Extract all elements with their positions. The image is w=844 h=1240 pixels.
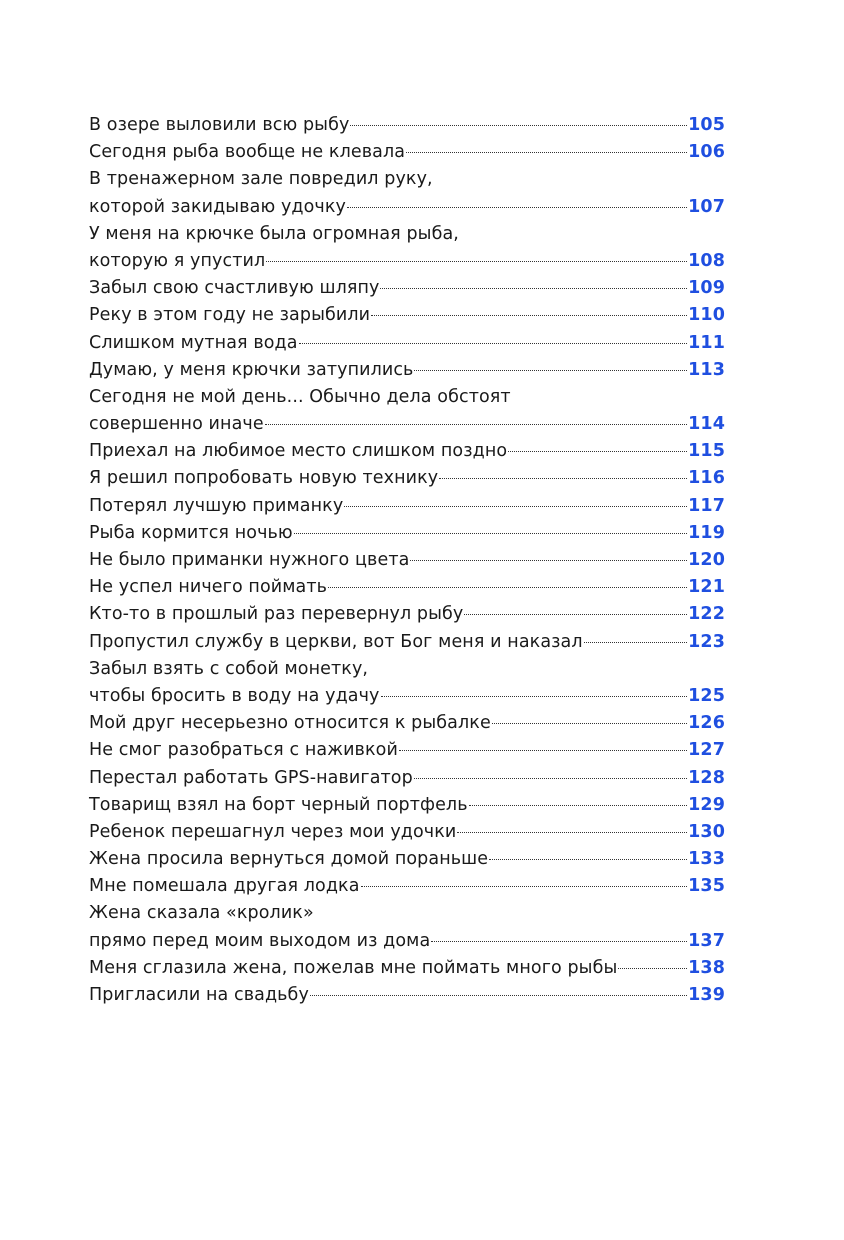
dot-leader bbox=[380, 288, 687, 289]
toc-entry-title: Слишком мутная вода bbox=[89, 332, 298, 353]
dot-leader bbox=[489, 859, 687, 860]
toc-entry-line bbox=[89, 384, 725, 411]
toc-entry-line bbox=[89, 710, 725, 737]
toc-entry-line bbox=[89, 900, 725, 927]
toc-entry-line bbox=[89, 846, 725, 873]
toc-entry-line bbox=[89, 629, 725, 656]
page-number-link[interactable]: 106 bbox=[688, 142, 725, 163]
toc-entry-title: которую я упустил bbox=[89, 250, 266, 271]
toc-entry[interactable] bbox=[89, 166, 725, 220]
toc-entry-title: Жена сказала «кролик» bbox=[89, 903, 314, 924]
toc-entry-line bbox=[89, 873, 725, 900]
toc-entry[interactable] bbox=[89, 302, 725, 329]
page-number-link[interactable]: 130 bbox=[688, 821, 725, 842]
toc-entry-title: Приехал на любимое место слишком поздно bbox=[89, 441, 508, 462]
page-number-link[interactable]: 119 bbox=[688, 522, 725, 543]
toc-entry-line bbox=[89, 139, 725, 166]
toc-entry[interactable] bbox=[89, 846, 725, 873]
page-number-link[interactable]: 139 bbox=[688, 985, 725, 1005]
toc-entry-line bbox=[89, 194, 725, 221]
toc-entry[interactable] bbox=[89, 112, 725, 139]
toc-entry-line bbox=[89, 438, 725, 465]
dot-leader bbox=[328, 587, 687, 588]
page-number-link[interactable]: 127 bbox=[688, 740, 725, 761]
page-number-link[interactable]: 109 bbox=[688, 278, 725, 299]
page-number-link[interactable]: 138 bbox=[688, 957, 725, 978]
page-number-link[interactable]: 122 bbox=[688, 604, 725, 625]
toc-entry-title: Пропустил службу в церкви, вот Бог меня и наказал bbox=[89, 631, 583, 652]
dot-leader bbox=[294, 533, 687, 534]
toc-entry-title: У меня на крючке была огромная рыба, bbox=[89, 223, 459, 244]
page-number-link[interactable]: 128 bbox=[688, 767, 725, 788]
toc-entry-line bbox=[89, 248, 725, 275]
dot-leader bbox=[414, 778, 687, 779]
toc-entry-title: Пригласили на свадьбу bbox=[89, 985, 309, 1005]
dot-leader bbox=[492, 723, 687, 724]
toc-entry[interactable] bbox=[89, 275, 725, 302]
toc-entry-line bbox=[89, 330, 725, 357]
dot-leader bbox=[265, 424, 687, 425]
toc-entry[interactable] bbox=[89, 520, 725, 547]
page-number-link[interactable]: 126 bbox=[688, 713, 725, 734]
toc-entry[interactable] bbox=[89, 955, 725, 982]
dot-leader bbox=[371, 315, 687, 316]
toc-entry-line bbox=[89, 574, 725, 601]
page-number-link[interactable]: 123 bbox=[688, 631, 725, 652]
toc-entry-line bbox=[89, 683, 725, 710]
toc-entry-title: Я решил попробовать новую технику bbox=[89, 468, 439, 489]
toc-entry[interactable] bbox=[89, 438, 725, 465]
toc-entry-line bbox=[89, 928, 725, 955]
dot-leader bbox=[406, 152, 687, 153]
page-number-link[interactable]: 108 bbox=[688, 250, 725, 271]
dot-leader bbox=[508, 451, 687, 452]
toc-entry-line bbox=[89, 275, 725, 302]
toc-entry[interactable] bbox=[89, 900, 725, 954]
toc-entry-line bbox=[89, 221, 725, 248]
toc-entry[interactable] bbox=[89, 547, 725, 574]
toc-entry[interactable] bbox=[89, 737, 725, 764]
dot-leader bbox=[266, 261, 687, 262]
toc-entry-title: Сегодня рыба вообще не клевала bbox=[89, 142, 406, 163]
toc-entry-title: чтобы бросить в воду на удачу bbox=[89, 685, 380, 706]
page-number-link[interactable]: 121 bbox=[688, 577, 725, 598]
toc-entry-title: Жена просила вернуться домой пораньше bbox=[89, 849, 489, 870]
toc-entry[interactable] bbox=[89, 710, 725, 737]
toc-entry[interactable] bbox=[89, 819, 725, 846]
toc-entry-title: Мне помешала другая лодка bbox=[89, 876, 360, 897]
toc-entry-line bbox=[89, 982, 725, 1009]
toc-entry-title: Реку в этом году не зарыбили bbox=[89, 305, 371, 326]
toc-entry-title: совершенно иначе bbox=[89, 414, 264, 435]
dot-leader bbox=[584, 642, 688, 643]
toc-entry-line bbox=[89, 465, 725, 492]
page-number-link[interactable]: 133 bbox=[688, 849, 725, 870]
page-number-link[interactable]: 115 bbox=[688, 441, 725, 462]
toc-entry-title: Кто-то в прошлый раз перевернул рыбу bbox=[89, 604, 464, 625]
toc-entry[interactable] bbox=[89, 656, 725, 710]
toc-entry-title: Ребенок перешагнул через мои удочки bbox=[89, 821, 457, 842]
page-number-link[interactable]: 111 bbox=[688, 332, 725, 353]
toc-entry-title: Товарищ взял на борт черный портфель bbox=[89, 794, 468, 815]
toc-entry[interactable] bbox=[89, 139, 725, 166]
toc-entry-title: Потерял лучшую приманку bbox=[89, 495, 344, 516]
dot-leader bbox=[414, 370, 687, 371]
toc-entry-title: Мой друг несерьезно относится к рыбалке bbox=[89, 713, 491, 734]
dot-leader bbox=[361, 886, 688, 887]
dot-leader bbox=[457, 832, 687, 833]
dot-leader bbox=[439, 478, 687, 479]
page-number-link[interactable]: 125 bbox=[688, 685, 725, 706]
dot-leader bbox=[399, 750, 687, 751]
toc-entry-title: Забыл взять с собой монетку, bbox=[89, 658, 369, 679]
page-number-link[interactable]: 120 bbox=[688, 550, 725, 570]
toc-entry-line bbox=[89, 656, 725, 683]
page-number-link[interactable]: 129 bbox=[688, 794, 725, 815]
table-of-contents bbox=[89, 112, 725, 1009]
page-number-link[interactable]: 116 bbox=[688, 468, 725, 489]
dot-leader bbox=[469, 805, 688, 806]
toc-entry-line bbox=[89, 765, 725, 792]
toc-entry-line bbox=[89, 792, 725, 819]
toc-entry-line bbox=[89, 520, 725, 547]
toc-entry-line bbox=[89, 493, 725, 520]
dot-leader bbox=[310, 995, 687, 996]
page-number-link[interactable]: 137 bbox=[688, 930, 725, 951]
page-number-link[interactable]: 114 bbox=[688, 414, 725, 435]
dot-leader bbox=[344, 506, 687, 507]
toc-entry-title: Рыба кормится ночью bbox=[89, 522, 293, 543]
toc-entry-title: Меня сглазила жена, пожелав мне поймать много рыбы bbox=[89, 957, 618, 978]
toc-entry[interactable] bbox=[89, 574, 725, 601]
toc-entry-title: Не было приманки нужного цвета bbox=[89, 550, 410, 570]
dot-leader bbox=[410, 560, 687, 561]
toc-entry[interactable] bbox=[89, 601, 725, 628]
toc-entry-line bbox=[89, 166, 725, 193]
toc-entry-title: прямо перед моим выходом из дома bbox=[89, 930, 431, 951]
page-number-link[interactable]: 105 bbox=[688, 115, 725, 135]
toc-entry-title: Перестал работать GPS-навигатор bbox=[89, 767, 413, 788]
dot-leader bbox=[299, 343, 688, 344]
page-number-link[interactable]: 110 bbox=[688, 305, 725, 326]
toc-entry[interactable] bbox=[89, 982, 725, 1009]
toc-entry-title: Думаю, у меня крючки затупились bbox=[89, 359, 414, 380]
toc-entry-title: Не смог разобраться с наживкой bbox=[89, 740, 398, 761]
toc-entry[interactable] bbox=[89, 465, 725, 492]
toc-entry[interactable] bbox=[89, 384, 725, 438]
toc-entry-line bbox=[89, 819, 725, 846]
toc-entry-line bbox=[89, 302, 725, 329]
page-number-link[interactable]: 107 bbox=[688, 196, 725, 217]
dot-leader bbox=[350, 125, 687, 126]
toc-entry[interactable] bbox=[89, 493, 725, 520]
toc-entry-title: Сегодня не мой день... Обычно дела обстоят bbox=[89, 386, 511, 407]
dot-leader bbox=[618, 968, 687, 969]
page-number-link[interactable]: 113 bbox=[688, 359, 725, 380]
toc-entry[interactable] bbox=[89, 629, 725, 656]
toc-entry-line bbox=[89, 411, 725, 438]
toc-entry-line bbox=[89, 357, 725, 384]
toc-entry-title: Забыл свою счастливую шляпу bbox=[89, 278, 380, 299]
toc-entry[interactable] bbox=[89, 357, 725, 384]
toc-entry[interactable] bbox=[89, 221, 725, 275]
toc-entry-title: В тренажерном зале повредил руку, bbox=[89, 169, 433, 190]
page-number-link[interactable]: 135 bbox=[688, 876, 725, 897]
toc-entry-title: В озере выловили всю рыбу bbox=[89, 115, 350, 135]
dot-leader bbox=[347, 207, 687, 208]
toc-entry-line bbox=[89, 955, 725, 982]
toc-entry-line bbox=[89, 547, 725, 574]
dot-leader bbox=[464, 614, 687, 615]
dot-leader bbox=[431, 941, 687, 942]
toc-entry-line bbox=[89, 112, 725, 139]
toc-entry[interactable] bbox=[89, 765, 725, 792]
toc-entry-line bbox=[89, 737, 725, 764]
toc-entry[interactable] bbox=[89, 873, 725, 900]
toc-entry-line bbox=[89, 601, 725, 628]
toc-entry-title: которой закидываю удочку bbox=[89, 196, 346, 217]
page-number-link[interactable]: 117 bbox=[688, 495, 725, 516]
toc-entry-title: Не успел ничего поймать bbox=[89, 577, 328, 598]
toc-entry[interactable] bbox=[89, 330, 725, 357]
toc-entry[interactable] bbox=[89, 792, 725, 819]
dot-leader bbox=[381, 696, 688, 697]
